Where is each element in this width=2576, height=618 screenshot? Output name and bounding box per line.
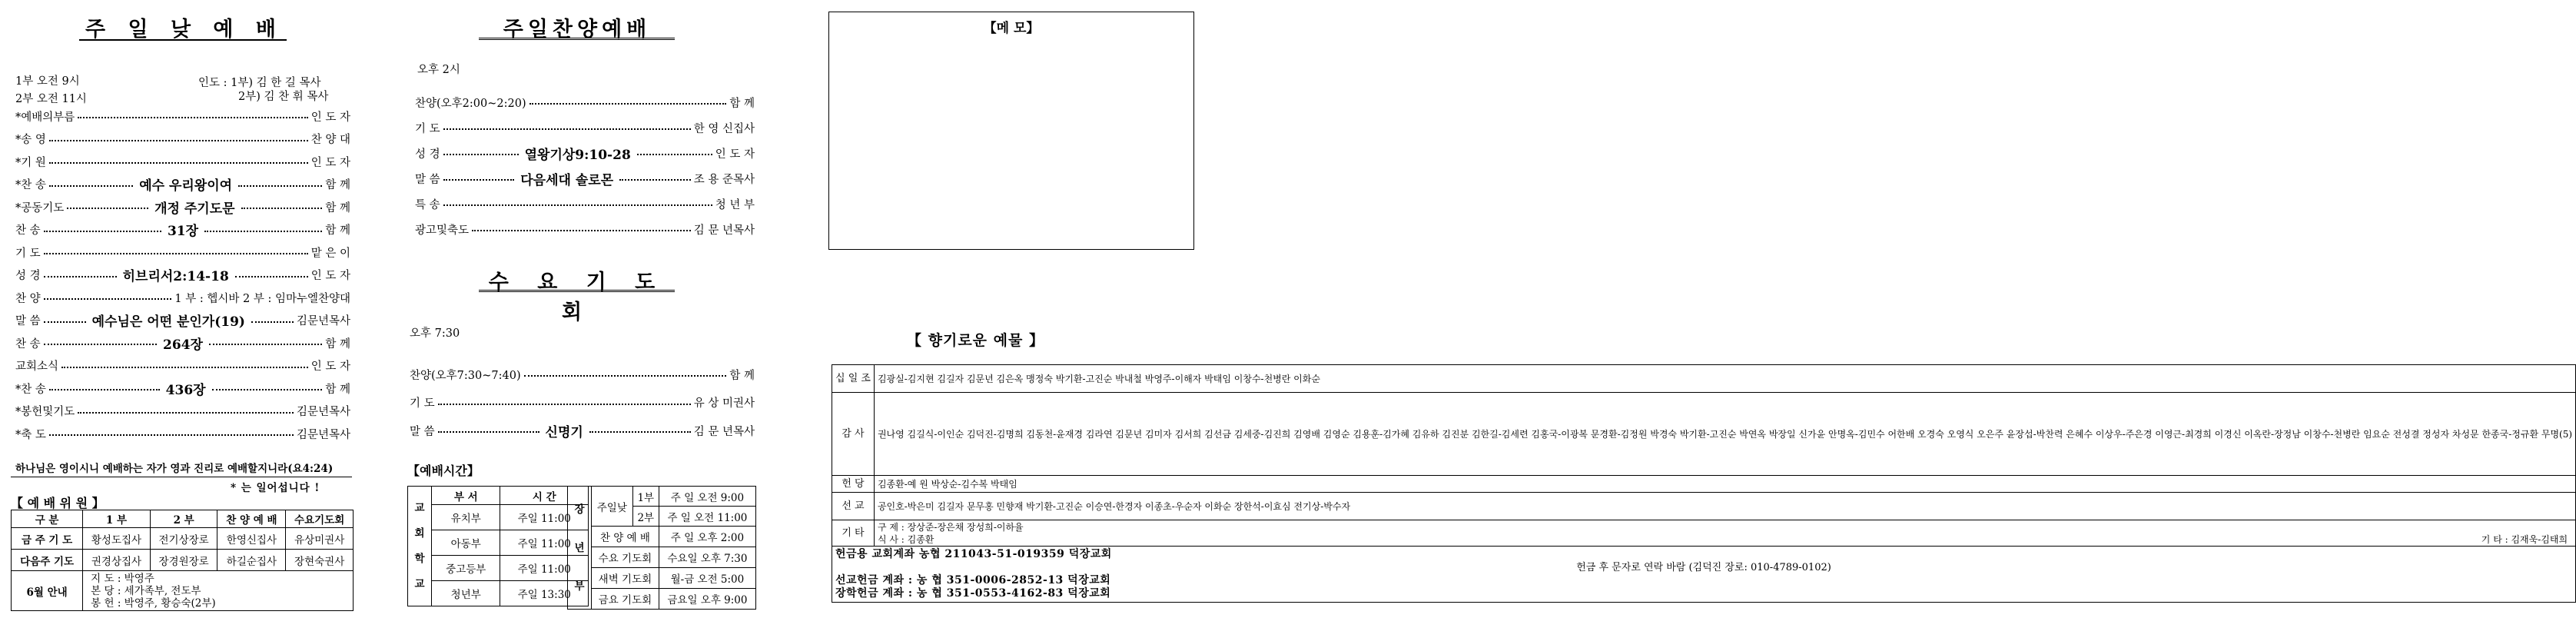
offering-category: 십 일 조 xyxy=(832,365,875,393)
praise-time: 오후 2시 xyxy=(417,64,460,76)
order-label: 교회소식 xyxy=(15,360,59,373)
order-label: 기 도 xyxy=(410,397,435,410)
order-leader: 김문년목사 xyxy=(296,315,350,327)
adult-cell: 주 일 오전 9:00 xyxy=(659,487,755,507)
school-cell: 주일 11:00 xyxy=(500,556,589,581)
order-leader: 김문년목사 xyxy=(296,406,350,418)
order-label: 찬 송 xyxy=(15,224,41,237)
adult-cell: 새벽 기도회 xyxy=(592,568,659,589)
sunday-service-title: 주 일 낮 예 배 xyxy=(85,18,284,42)
order-leader: 함 께 xyxy=(729,369,755,382)
june-notice xyxy=(83,571,354,611)
offering-meal: 식 사 : 김종환 xyxy=(877,533,934,545)
order-leader: 조 용 준목사 xyxy=(693,173,755,186)
adult-cell: 1부 xyxy=(632,487,659,507)
order-label: *예배의부름 xyxy=(15,111,75,124)
committee-cell: 다음주 기도 xyxy=(12,550,83,571)
order-label: 찬 송 xyxy=(15,337,41,351)
order-label: 광고및축도 xyxy=(415,224,470,237)
order-leader: 인 도 자 xyxy=(310,156,350,169)
offering-names: 권나영 김길식-이인순 김덕진-김명희 김동천-윤재경 김라연 김문년 김미자 김서희 김선금 김세중-김진희 김영배 김영순 김용훈-김가혜 김유하 김진분 김한길-김세련 김홍국-이광복 문경환-김정원 박경숙 박기환-고진순 박연옥 박장일 신가윤 안명옥-김민수 어한배 오경숙 오영식 오은주 윤장섭-박찬력 은혜수 이상우-주은경 이영근-최경희 이경신 이옥란-장정남 이창수-천병란 임요순 전성결 정성자 차성문 한종국-정규환 무명(5) xyxy=(874,393,2575,476)
school-cell: 청년부 xyxy=(432,581,500,606)
wednesday-title-underline xyxy=(479,290,675,292)
order-row xyxy=(415,170,755,187)
leader-dots xyxy=(443,154,519,155)
order-leader: 함 께 xyxy=(325,383,351,396)
order-row xyxy=(15,198,350,215)
order-leader: 한 영 신집사 xyxy=(693,122,755,135)
leader-dots xyxy=(589,431,691,433)
order-label: 성 경 xyxy=(415,148,440,161)
order-leader: 인 도 자 xyxy=(310,111,350,124)
offering-category: 헌 당 xyxy=(832,476,875,493)
order-row xyxy=(410,394,755,411)
order-leader: 함 께 xyxy=(325,201,351,214)
school-label-char: 학 xyxy=(414,552,425,565)
order-label: 특 송 xyxy=(415,198,440,211)
order-row xyxy=(415,145,755,161)
order-row xyxy=(15,221,350,238)
order-leader: 함 께 xyxy=(325,224,350,237)
offering-names: 김광실-김지현 김길자 김문년 김은옥 맹정숙 박기환-고진순 박내철 박영주-이해자 박태임 이창수-천병란 이화순 xyxy=(874,365,2575,393)
adult-cell: 2부 xyxy=(632,507,659,527)
order-leader: 청 년 부 xyxy=(715,198,755,211)
leader-dots xyxy=(44,231,161,232)
order-label: 찬양(오후7:30~7:40) xyxy=(410,369,521,382)
order-leader: 함 께 xyxy=(729,97,755,110)
order-content: 신명기 xyxy=(545,424,583,440)
order-label: 성 경 xyxy=(15,270,41,282)
order-content: 예수님은 어떤 분인가(19) xyxy=(91,314,245,330)
account-box xyxy=(832,547,2576,603)
adult-label xyxy=(568,487,592,610)
adult-cell: 월-금 오전 5:00 xyxy=(659,568,755,589)
order-label: 찬 양 xyxy=(15,292,41,305)
leader-dots xyxy=(443,128,691,130)
school-label-char: 교 xyxy=(414,577,425,590)
committee-cell: 한영신집사 xyxy=(217,528,286,550)
order-row xyxy=(15,334,350,351)
order-label: *송 영 xyxy=(15,134,46,146)
school-header: 시 간 xyxy=(500,487,589,505)
committee-cell: 황성도집사 xyxy=(83,528,151,550)
offering-category: 선 교 xyxy=(832,493,875,520)
praise-title-underline xyxy=(479,38,675,40)
school-label-char: 회 xyxy=(414,527,425,540)
order-label: *찬 송 xyxy=(15,383,46,396)
order-content: 열왕기상9:10-28 xyxy=(524,147,631,163)
schedule-title: 【예배시간】 xyxy=(407,464,480,478)
leader-dots xyxy=(44,276,117,277)
leader-dots xyxy=(49,389,160,390)
order-row xyxy=(15,380,350,397)
order-leader: 인 도 자 xyxy=(310,270,351,282)
school-header: 부 서 xyxy=(432,487,500,505)
order-label: *공동기도 xyxy=(15,201,65,214)
memo-title: 【메 모】 xyxy=(983,21,1040,36)
service-time-2: 2부 오전 11시 xyxy=(15,93,87,105)
order-content: 264장 xyxy=(163,337,203,353)
order-leader: 유 상 미권사 xyxy=(693,397,755,410)
order-leader: 김문년목사 xyxy=(296,428,350,441)
account-note: 헌금 후 문자로 연락 바람 (김덕진 장로: 010-4789-0102) xyxy=(1576,562,1831,573)
committee-cell: 권경상집사 xyxy=(83,550,151,571)
school-label xyxy=(408,487,432,606)
committee-cell: 하길순집사 xyxy=(217,550,286,571)
offering-names: 김종환-예 원 박상순-김수복 박태임 xyxy=(874,476,2575,493)
committee-cell: 유상미권사 xyxy=(286,528,354,550)
committee-header: 구 분 xyxy=(12,510,83,528)
june-line: 본 당 : 세가족부, 전도부 xyxy=(91,584,201,597)
offering-category: 기 타 xyxy=(832,520,875,547)
order-label: 말 씀 xyxy=(410,425,435,438)
committee-header: 찬 양 예 배 xyxy=(217,510,286,528)
order-row xyxy=(15,153,350,170)
june-notice-label: 6월 안내 xyxy=(12,571,83,611)
order-row xyxy=(410,422,755,439)
committee-cell: 전기상장로 xyxy=(150,528,217,550)
committee-table xyxy=(11,510,354,611)
school-schedule-table xyxy=(407,486,589,606)
leader-1: 인도 : 1부) 김 한 길 목사 xyxy=(198,77,321,89)
order-leader: 1 부 : 헵시바 2 부 : 임마누엘찬양대 xyxy=(174,292,350,305)
adult-cell: 금요 기도회 xyxy=(592,589,659,610)
committee-title: 【 예 배 위 원 】 xyxy=(11,496,105,510)
school-cell: 중고등부 xyxy=(432,556,500,581)
school-cell: 유치부 xyxy=(432,505,500,530)
school-label-char: 교 xyxy=(414,501,425,514)
adult-label-char: 부 xyxy=(574,580,585,593)
leader-dots xyxy=(67,208,148,209)
leader-dots xyxy=(49,140,308,141)
offering-category: 감 사 xyxy=(832,393,875,476)
leader-dots xyxy=(438,431,539,433)
order-row xyxy=(15,267,350,284)
committee-cell: 장현숙권사 xyxy=(286,550,354,571)
order-leader: 김 문 년목사 xyxy=(693,224,755,237)
committee-header: 2 부 xyxy=(150,510,217,528)
order-content: 개정 주기도문 xyxy=(154,201,235,217)
leader-dots xyxy=(61,367,308,368)
leader-dots xyxy=(78,412,294,414)
june-line: 봉 헌 : 박영주, 황승숙(2부) xyxy=(91,596,216,610)
memo-box xyxy=(828,12,1194,250)
order-label: 말 씀 xyxy=(415,173,440,186)
order-label: *축 도 xyxy=(15,428,46,441)
school-cell: 주일 13:30 xyxy=(500,581,589,606)
order-row xyxy=(15,108,350,125)
leader-dots xyxy=(241,208,323,209)
leader-dots xyxy=(49,162,308,164)
leader-dots xyxy=(443,204,712,206)
order-content: 436장 xyxy=(165,382,206,398)
leader-dots xyxy=(44,298,172,300)
order-row xyxy=(415,94,755,111)
leader-dots xyxy=(49,434,294,436)
adult-cell: 주일낮 xyxy=(592,487,633,527)
committee-header: 1 부 xyxy=(83,510,151,528)
adult-cell: 금요일 오후 9:00 xyxy=(659,589,755,610)
offering-line: 구 제 : 장상준-장은채 장성희-이하율 xyxy=(877,521,1024,533)
wednesday-title: 수 요 기 도 회 xyxy=(488,271,666,324)
leader-dots xyxy=(78,117,307,118)
committee-cell: 금 주 기 도 xyxy=(12,528,83,550)
leader-dots xyxy=(637,154,712,155)
committee-header: 수요기도회 xyxy=(286,510,354,528)
order-row xyxy=(415,119,755,136)
order-row xyxy=(415,221,755,238)
order-label: 기 도 xyxy=(415,122,440,135)
adult-cell: 찬 양 예 배 xyxy=(592,527,659,547)
offering-names: 공인호-박은미 김길자 문무홍 민향재 박기환-고진순 이승연-한경자 이종초-우순자 이화순 장한석-이효심 전기상-박수자 xyxy=(874,493,2575,520)
school-cell: 아동부 xyxy=(432,530,500,556)
order-leader: 함 께 xyxy=(325,179,350,191)
leader-dots xyxy=(212,389,323,390)
order-leader: 김 문 년목사 xyxy=(693,425,755,438)
order-content: 다음세대 솔로몬 xyxy=(520,172,614,188)
school-cell: 주일 11:00 xyxy=(500,530,589,556)
title-underline xyxy=(79,39,287,41)
order-label: *기 원 xyxy=(15,156,46,169)
order-leader: 맡 은 이 xyxy=(310,247,350,260)
gift-title: 【 향기로운 예물 】 xyxy=(907,332,1044,349)
order-leader: 인 도 자 xyxy=(715,148,755,161)
order-row xyxy=(15,312,350,329)
leader-2: 2부) 김 찬 휘 목사 xyxy=(238,91,329,103)
order-label: 기 도 xyxy=(15,247,41,260)
leader-dots xyxy=(204,231,322,232)
scripture-verse: 하나님은 영이시니 예배하는 자가 영과 진리로 예배할지니라(요4:24) xyxy=(15,463,334,475)
leader-dots xyxy=(209,344,322,345)
order-content: 31장 xyxy=(167,224,199,239)
order-leader: 인 도 자 xyxy=(310,360,350,373)
order-leader: 찬 양 대 xyxy=(310,134,350,146)
order-label: *봉헌및기도 xyxy=(15,406,75,418)
june-line: 지 도 : 박영주 xyxy=(91,572,154,585)
account-main: 헌금용 교회계좌 농협 211043-51-019359 덕장교회 xyxy=(835,548,1112,560)
adult-label-char: 년 xyxy=(574,541,585,554)
committee-cell: 장경원장로 xyxy=(150,550,217,571)
offering-line xyxy=(878,533,2572,546)
praise-service-title: 주일찬양예배 xyxy=(503,18,652,42)
leader-dots xyxy=(44,321,86,323)
order-row xyxy=(15,357,350,374)
leader-dots xyxy=(251,321,294,323)
order-row xyxy=(15,289,350,306)
school-cell: 주일 11:00 xyxy=(500,505,589,530)
leader-dots xyxy=(438,404,691,405)
order-row xyxy=(15,403,350,420)
leader-dots xyxy=(49,185,133,187)
leader-dots xyxy=(524,375,727,377)
adult-schedule-table xyxy=(567,486,756,610)
service-time-1: 1부 오전 9시 xyxy=(15,75,80,88)
order-label: *찬 송 xyxy=(15,179,46,191)
order-row xyxy=(15,131,350,148)
adult-label-char: 장 xyxy=(574,503,585,516)
leader-dots xyxy=(238,185,322,187)
offering-names xyxy=(874,520,2575,547)
leader-dots xyxy=(235,276,308,277)
adult-cell: 주 일 오후 2:00 xyxy=(659,527,755,547)
leader-dots xyxy=(443,179,515,181)
order-row xyxy=(15,176,350,193)
order-row xyxy=(415,195,755,212)
account-scholarship: 장학헌금 계좌 : 농 협 351-0553-4162-83 덕장교회 xyxy=(835,587,1111,600)
wednesday-time: 오후 7:30 xyxy=(410,327,460,340)
order-label: 말 씀 xyxy=(15,315,41,327)
order-label: 찬양(오후2:00~2:20) xyxy=(415,97,526,110)
offering-table xyxy=(832,364,2576,603)
order-content: 히브리서2:14-18 xyxy=(122,269,229,284)
adult-cell: 수요 기도회 xyxy=(592,547,659,568)
leader-dots xyxy=(44,253,308,254)
adult-cell: 수요일 오후 7:30 xyxy=(659,547,755,568)
stand-note: * 는 일어섭니다 ! xyxy=(231,482,320,494)
leader-dots xyxy=(472,230,691,231)
order-row xyxy=(15,244,350,261)
order-content: 예수 우리왕이여 xyxy=(139,178,233,194)
leader-dots xyxy=(529,103,727,105)
order-row xyxy=(15,425,350,442)
order-row xyxy=(410,366,755,383)
account-mission: 선교헌금 계좌 : 농 협 351-0006-2852-13 덕장교회 xyxy=(835,574,1111,586)
leader-dots xyxy=(619,179,691,181)
offering-other: 기 타 : 김재욱-김태희 xyxy=(2481,533,2568,545)
adult-cell: 주 일 오전 11:00 xyxy=(659,507,755,527)
leader-dots xyxy=(44,344,157,345)
order-leader: 함 께 xyxy=(325,337,351,351)
